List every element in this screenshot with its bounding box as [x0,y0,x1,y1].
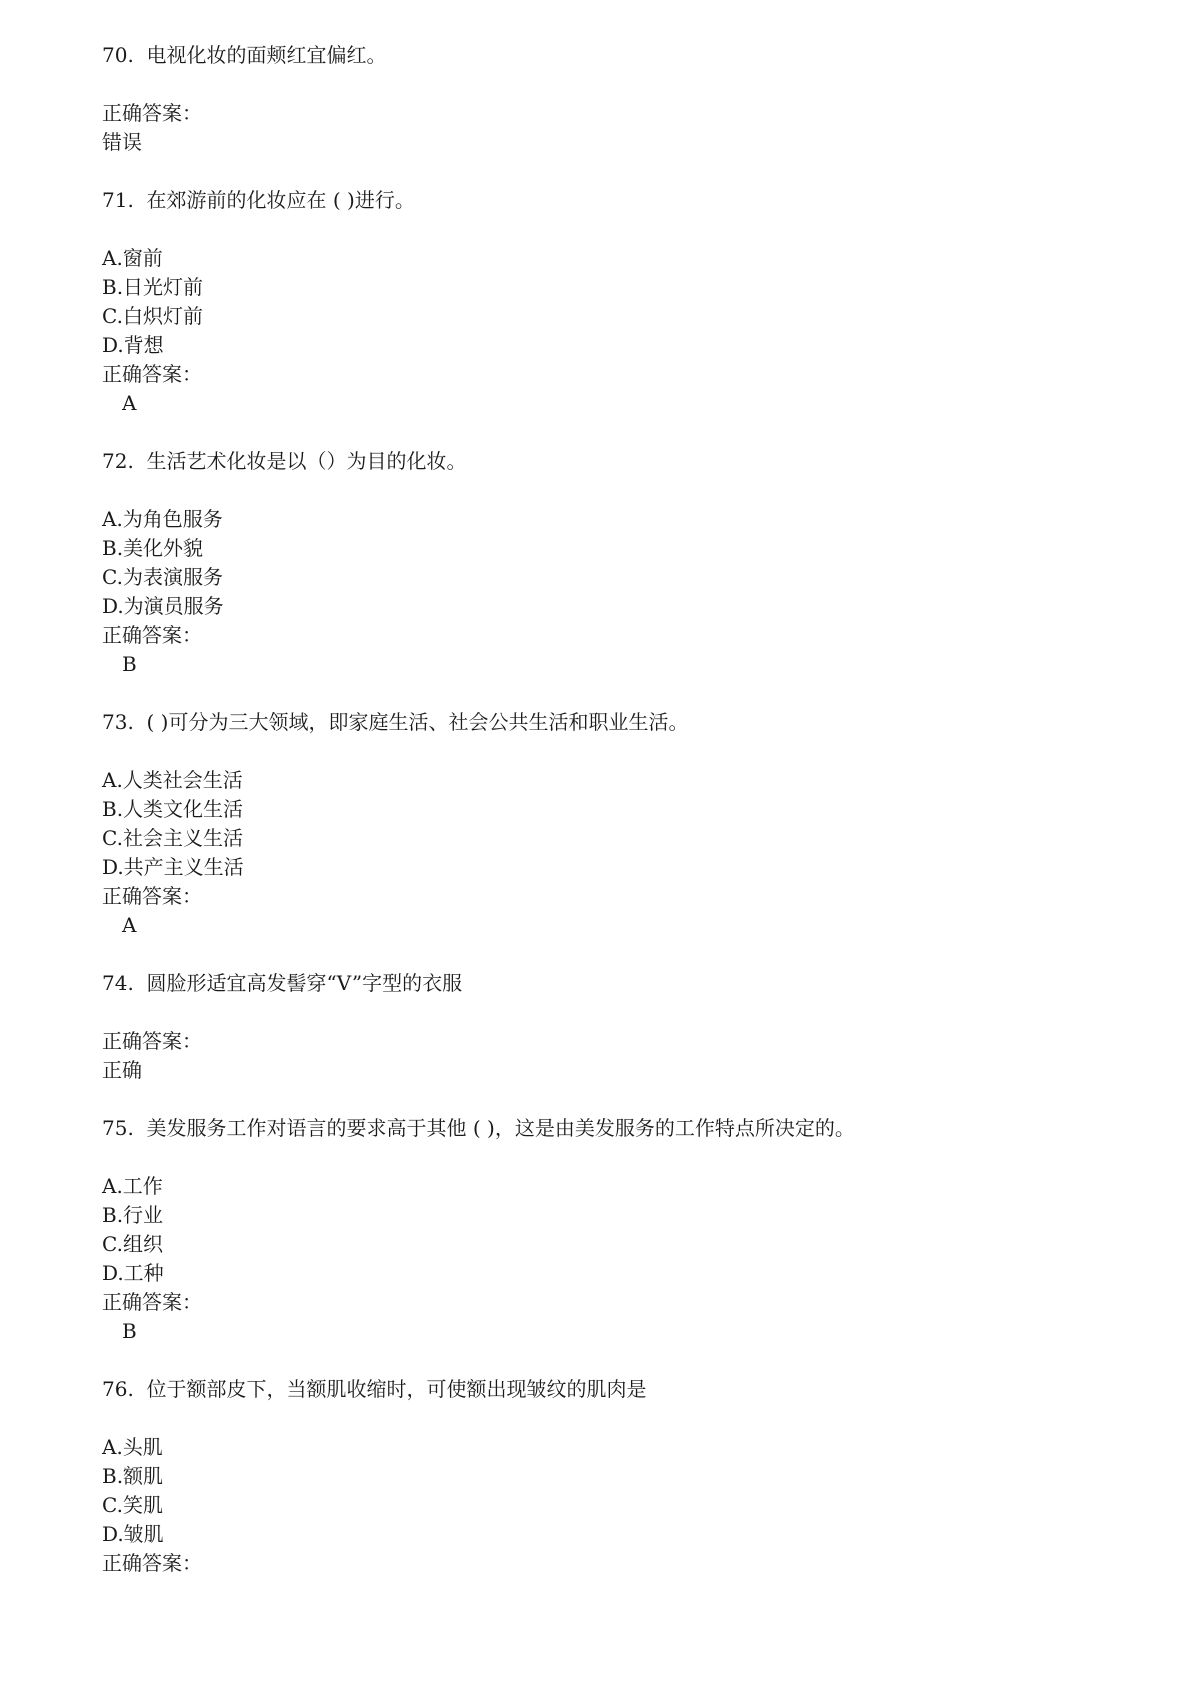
question-70 [102,41,1152,157]
answer-value: B [122,652,137,676]
option-a: A.窗前 [102,246,163,270]
option-d: D.背想 [102,333,164,357]
option-c: C.社会主义生活 [102,826,243,850]
spacer [102,157,1152,186]
option-d: D.皱肌 [102,1522,164,1546]
answer-label: 正确答案： [102,1551,202,1575]
option-b: B.额肌 [102,1464,164,1488]
exam-page [102,41,1152,1578]
answer-value: B [122,1319,137,1343]
question-73 [102,708,1152,940]
option-b: B.人类文化生活 [102,797,244,821]
question-stem: 74. 圆脸形适宜高发髻穿“V”字型的衣服 [102,971,463,995]
answer-value: 错误 [102,130,142,154]
question-stem: 73. ( )可分为三大领域，即家庭生活、社会公共生活和职业生活。 [102,710,689,734]
option-c: C.为表演服务 [102,565,223,589]
spacer [102,679,1152,708]
question-75 [102,1114,1152,1346]
question-stem: 72. 生活艺术化妆是以（）为目的化妆。 [102,449,467,473]
answer-label: 正确答案： [102,1029,202,1053]
option-a: A.头肌 [102,1435,163,1459]
option-c: C.笑肌 [102,1493,163,1517]
spacer [102,940,1152,969]
spacer [102,1346,1152,1375]
option-a: A.人类社会生活 [102,768,243,792]
option-d: D.为演员服务 [102,594,224,618]
question-72 [102,447,1152,679]
question-stem: 75. 美发服务工作对语言的要求高于其他 ( )，这是由美发服务的工作特点所决定的。 [102,1116,855,1140]
question-stem: 71. 在郊游前的化妆应在 ( )进行。 [102,188,415,212]
answer-label: 正确答案： [102,101,202,125]
option-d: D.工种 [102,1261,164,1285]
spacer [102,70,1152,99]
answer-label: 正确答案： [102,362,202,386]
spacer [102,737,1152,766]
option-a: A.为角色服务 [102,507,223,531]
spacer [102,1143,1152,1172]
answer-label: 正确答案： [102,884,202,908]
question-71 [102,186,1152,418]
spacer [102,215,1152,244]
option-a: A.工作 [102,1174,163,1198]
option-d: D.共产主义生活 [102,855,244,879]
question-74 [102,969,1152,1085]
spacer [102,998,1152,1027]
answer-value: 正确 [102,1058,142,1082]
question-76 [102,1375,1152,1578]
option-b: B.行业 [102,1203,164,1227]
answer-label: 正确答案： [102,623,202,647]
question-stem: 70. 电视化妆的面颊红宜偏红。 [102,43,387,67]
answer-value: A [122,913,137,937]
spacer [102,1404,1152,1433]
option-b: B.日光灯前 [102,275,204,299]
answer-label: 正确答案： [102,1290,202,1314]
question-stem: 76. 位于额部皮下，当额肌收缩时，可使额出现皱纹的肌肉是 [102,1377,647,1401]
option-b: B.美化外貌 [102,536,204,560]
spacer [102,418,1152,447]
option-c: C.白炽灯前 [102,304,203,328]
option-c: C.组织 [102,1232,163,1256]
spacer [102,1085,1152,1114]
answer-value: A [122,391,137,415]
spacer [102,476,1152,505]
